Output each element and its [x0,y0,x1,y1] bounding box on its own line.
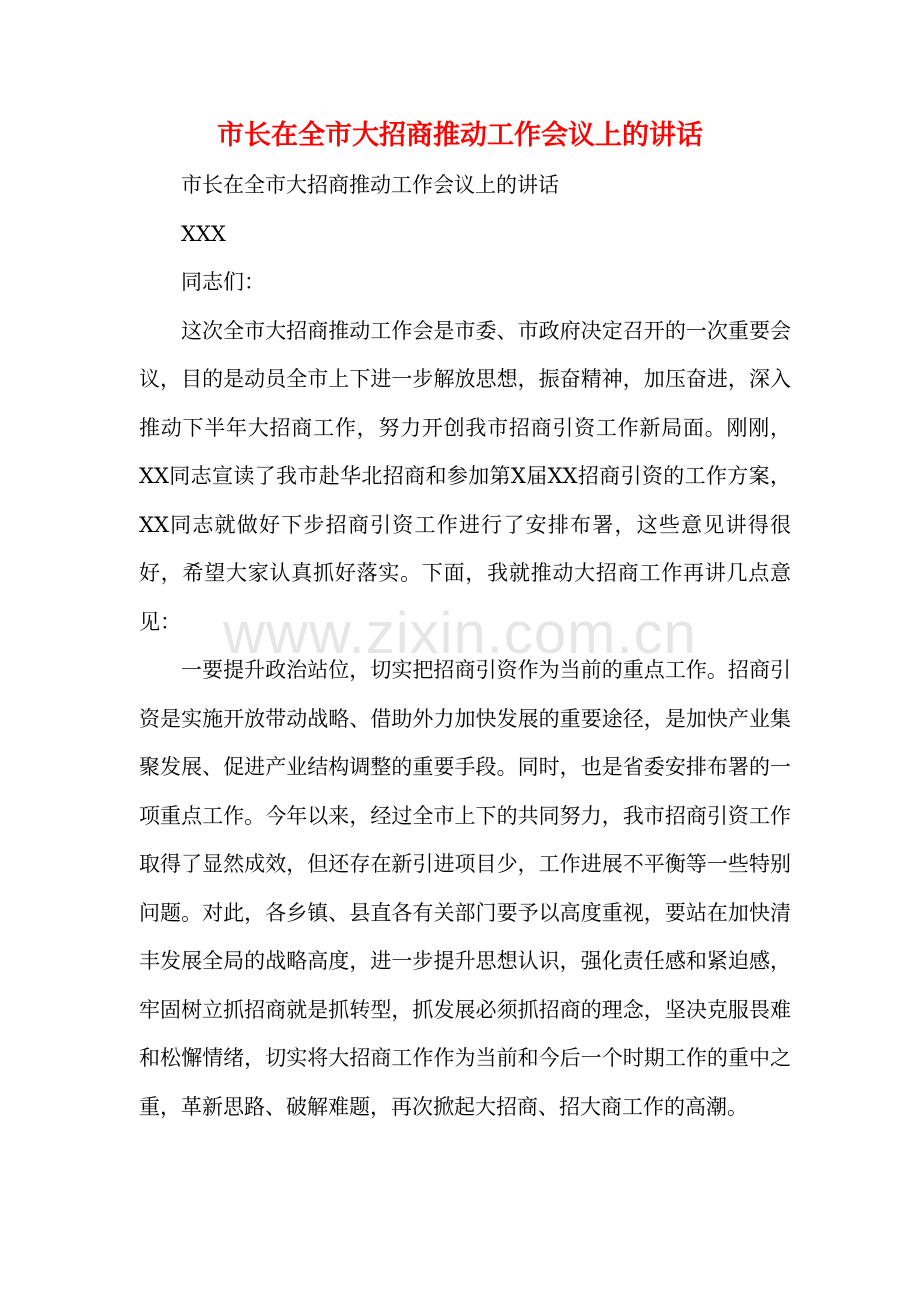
subtitle-line: 市长在全市大招商推动工作会议上的讲话 [181,173,559,197]
paragraph-point-one: 一要提升政治站位，切实把招商引资作为当前的重点工作。招商引资是实施开放带动战略、借助外力加快发展的重要途径，是加快产业集聚发展、促进产业结构调整的重要手段。同时，也是省委安排布署的一项重点工作。今年以来，经过全市上下的共同努力，我市招商引资工作取得了显然成效，但还存在新引进项目少，工作进展不平衡等一些特别问题。对此，各乡镇、县直各有关部门要予以高度重视，要站在加快清丰发展全局的战略高度，进一步提升思想认识，强化责任感和紧迫感，牢固树立抓招商就是抓转型，抓发展必须抓招商的理念，坚决克服畏难和松懈情绪，切实将大招商工作作为当前和今后一个时期工作的重中之重，革新思路、破解难题，再次掀起大招商、招大商工作的高潮。 [139,658,791,1119]
watermark: www.zixin.com.cn [223,601,697,666]
document-body [139,161,791,1131]
paragraph-intro: 这次全市大招商推动工作会是市委、市政府决定召开的一次重要会议，目的是动员全市上下进一步解放思想，振奋精神，加压奋进，深入推动下半年大招商工作，努力开创我市招商引资工作新局面。刚刚，XX同志宣读了我市赴华北招商和参加第X届XX招商引资的工作方案，XX同志就做好下步招商引资工作进行了安排布署，这些意见讲得很好，希望大家认真抓好落实。下面，我就推动大招商工作再讲几点意见： [139,318,791,634]
document-title: 市长在全市大招商推动工作会议上的讲话 [217,120,703,151]
salutation-line: 同志们： [181,270,265,294]
author-line: XXX [181,221,226,246]
